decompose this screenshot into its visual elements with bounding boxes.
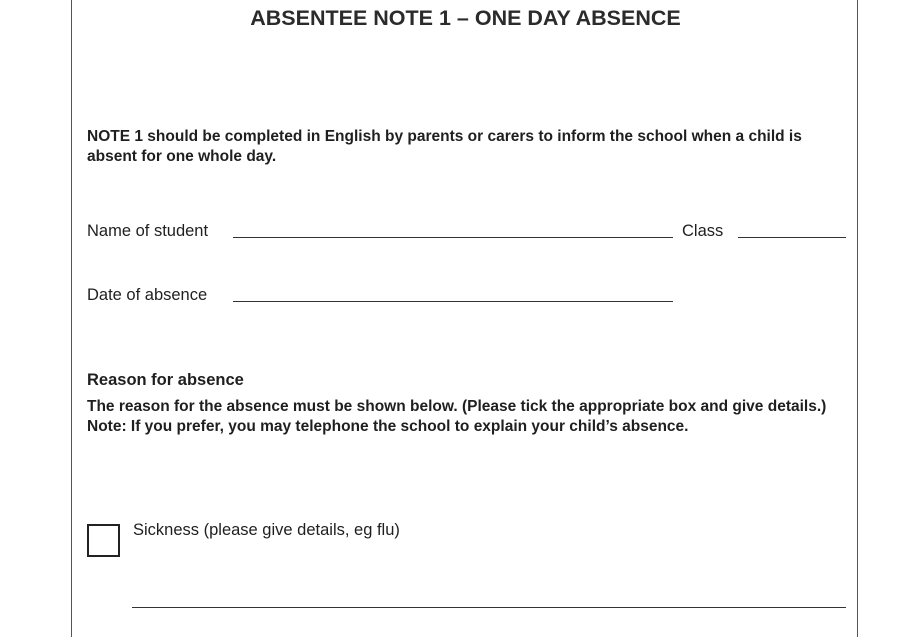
sickness-label: Sickness (please give details, eg flu) [133,521,400,539]
date-of-absence-field[interactable] [233,301,673,302]
date-of-absence-label: Date of absence [87,286,208,304]
intro-text: NOTE 1 should be completed in English by parents or carers to inform the school when a child is absent for one whole day. [87,128,802,165]
student-name-label: Name of student [87,222,209,240]
reason-heading: Reason for absence [87,371,244,389]
page-title: ABSENTEE NOTE 1 – ONE DAY ABSENCE [250,6,681,30]
student-name-field[interactable] [233,237,673,238]
reason-instruction-text: The reason for the absence must be shown below. (Please tick the appropriate box and give details.) [87,398,827,415]
absentee-note-page [71,0,858,637]
sickness-checkbox[interactable] [87,524,120,557]
class-field[interactable] [738,237,846,238]
sickness-details-field[interactable] [132,607,846,608]
reason-note-text: Note: If you prefer, you may telephone the school to explain your child’s absence. [87,418,689,435]
reason-instructions [87,397,847,437]
class-label: Class [682,222,724,240]
